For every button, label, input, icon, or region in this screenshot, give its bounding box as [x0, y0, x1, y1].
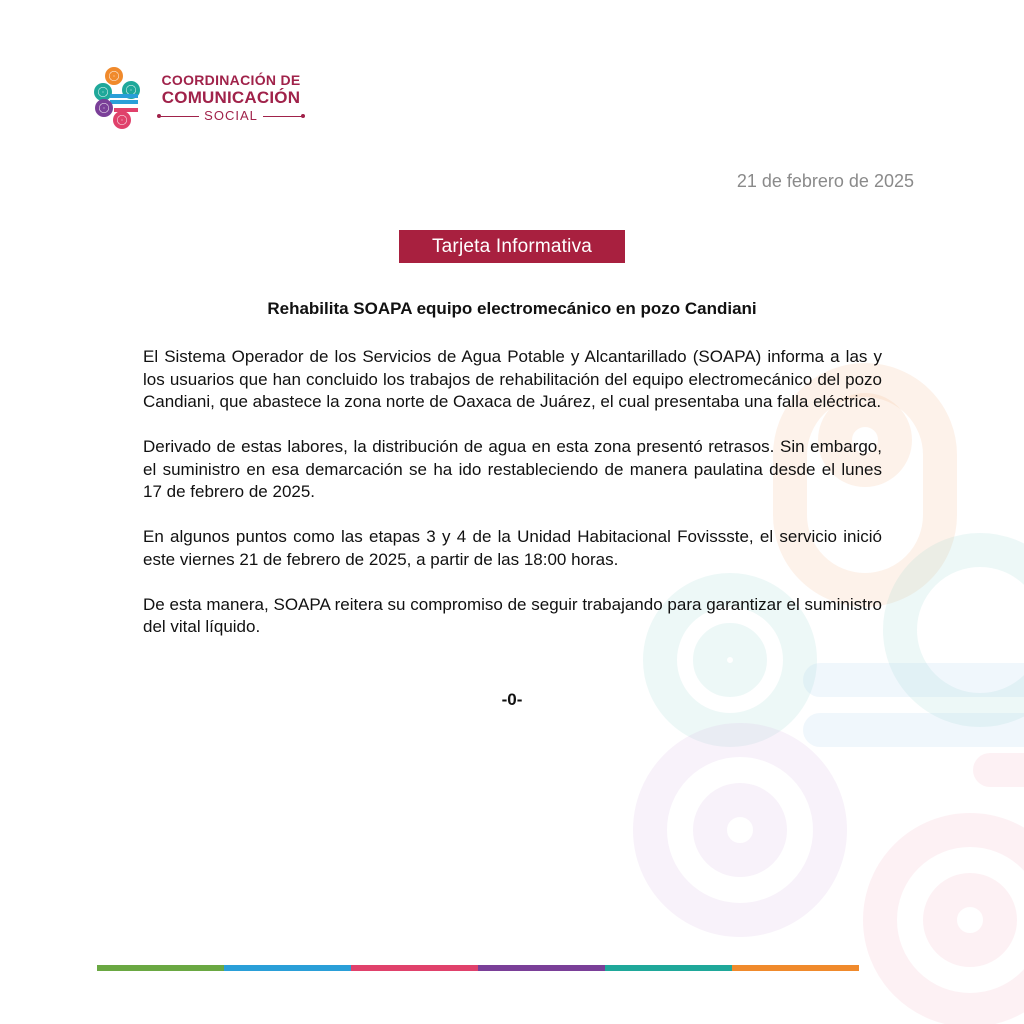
body-paragraph: De esta manera, SOAPA reitera su compromiso de seguir trabajando para garantizar el suministro del vital líquido. [143, 594, 882, 636]
footer-color-bar [97, 965, 859, 971]
color-bar-segment-orange [732, 965, 859, 971]
color-bar-segment-purple [478, 965, 605, 971]
color-bar-segment-green [97, 965, 224, 971]
logo-rule-left [159, 116, 199, 117]
article-headline: Rehabilita SOAPA equipo electromecánico en pozo Candiani [267, 299, 757, 318]
color-bar-segment-teal [605, 965, 732, 971]
logo-line-3-text: SOCIAL [204, 108, 258, 123]
logo-line-3 [146, 108, 316, 124]
body-paragraph: En algunos puntos como las etapas 3 y 4 de la Unidad Habitacional Fovissste, el servicio inició este viernes 21 de febrero de 2025, a partir de las 18:00 horas. [143, 527, 882, 569]
closing-mark: -0- [501, 690, 523, 709]
color-bar-segment-pink [351, 965, 478, 971]
logo-knot-icon [94, 66, 142, 130]
color-bar-segment-blue [224, 965, 351, 971]
organization-logo [94, 66, 314, 130]
logo-line-2: COMUNICACIÓN [161, 88, 301, 107]
logo-line-1: COORDINACIÓN DE [161, 72, 301, 88]
article-body [143, 346, 882, 661]
logo-wordmark [146, 72, 316, 124]
body-paragraph: Derivado de estas labores, la distribución de agua en esta zona presentó retrasos. Sin embargo, el suministro en esa demarcación se ha ido restableciendo de manera paulatina desde el lunes 17 de febrero de 2025. [143, 437, 882, 501]
document-date: 21 de febrero de 2025 [736, 171, 914, 191]
logo-rule-right [263, 116, 303, 117]
body-paragraph: El Sistema Operador de los Servicios de Agua Potable y Alcantarillado (SOAPA) informa a las y los usuarios que han concluido los trabajos de rehabilitación del equipo electromecánico del pozo Candiani, que abastece la zona norte de Oaxaca de Juárez, el cual presentaba una falla eléctrica. [143, 347, 882, 411]
document-type-banner: Tarjeta Informativa [399, 230, 625, 263]
